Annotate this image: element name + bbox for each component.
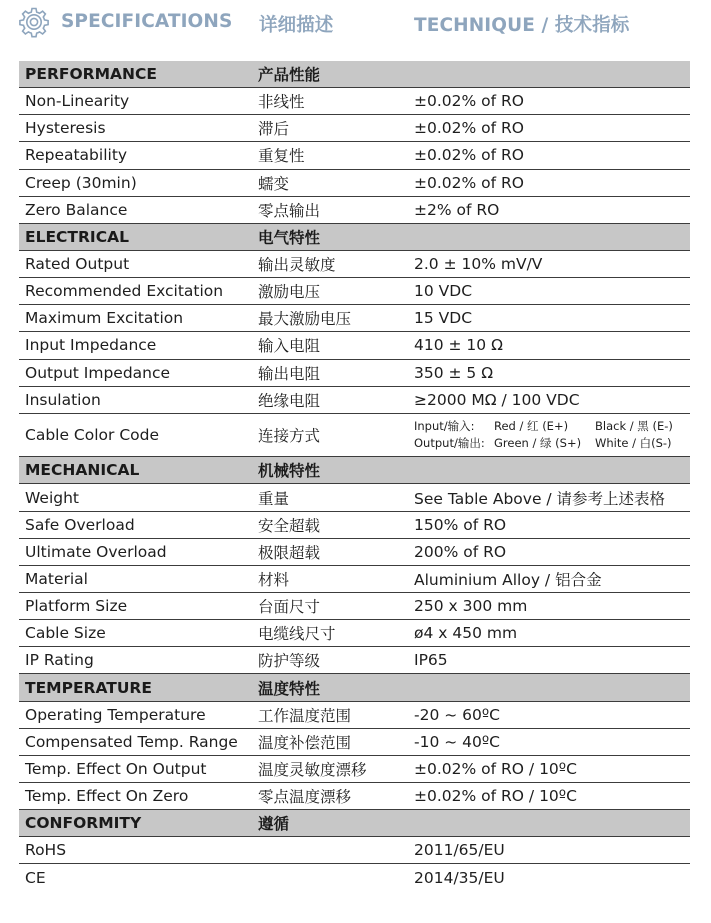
cable-input-negative: Black / 黑 (E-) — [595, 418, 673, 433]
spec-label: Zero Balance — [25, 200, 128, 219]
spec-label: Weight — [25, 488, 80, 507]
spec-label-cn: 电缆线尺寸 — [258, 625, 336, 644]
table-row — [19, 484, 690, 511]
cable-output-label: Output/输出: — [414, 435, 485, 450]
section-title: MECHANICAL — [25, 461, 140, 480]
spec-label: Repeatability — [25, 146, 128, 165]
spec-value: -20 ~ 60ºC — [414, 705, 501, 724]
section-header-performance — [19, 61, 690, 88]
cable-output-negative: White / 白(S-) — [595, 435, 672, 450]
spec-value: ±0.02% of RO — [414, 146, 524, 165]
table-row — [19, 360, 690, 387]
spec-label: Maximum Excitation — [25, 309, 184, 328]
page-header — [0, 0, 711, 50]
spec-value: ±0.02% of RO / 10ºC — [414, 787, 577, 806]
table-row — [19, 702, 690, 729]
header-title-technique: TECHNIQUE / 技术指标 — [414, 15, 630, 36]
table-row — [19, 864, 690, 891]
section-header-temperature — [19, 674, 690, 701]
spec-label-cn: 极限超载 — [258, 543, 321, 562]
spec-value: 10 VDC — [414, 282, 473, 301]
cable-output-positive: Green / 绿 (S+) — [494, 435, 582, 450]
spec-label: Hysteresis — [25, 119, 106, 138]
table-row-cable-color-code — [19, 414, 690, 458]
spec-label-cn: 防护等级 — [258, 652, 321, 671]
spec-label: Material — [25, 569, 88, 588]
spec-value: Aluminium Alloy / 铝合金 — [414, 570, 602, 589]
table-row — [19, 837, 690, 864]
spec-label-cn: 安全超载 — [258, 516, 321, 535]
spec-label-cn: 台面尺寸 — [258, 598, 321, 617]
spec-value: 2011/65/EU — [414, 841, 505, 860]
spec-value: 15 VDC — [414, 309, 473, 328]
spec-label-cn: 重量 — [258, 489, 290, 508]
spec-label-cn: 工作温度范围 — [258, 706, 352, 725]
spec-label: Temp. Effect On Zero — [25, 787, 189, 806]
cable-input-positive: Red / 红 (E+) — [494, 418, 569, 433]
spec-value: 150% of RO — [414, 515, 507, 534]
spec-label: Rated Output — [25, 255, 130, 274]
spec-label: Platform Size — [25, 597, 128, 616]
table-row — [19, 88, 690, 115]
section-title: CONFORMITY — [25, 814, 142, 833]
table-row — [19, 278, 690, 305]
spec-value: 2014/35/EU — [414, 869, 505, 887]
spec-value: ±0.02% of RO — [414, 119, 524, 138]
spec-value: 410 ± 10 Ω — [414, 336, 503, 355]
spec-label-cn: 零点温度漂移 — [258, 788, 352, 807]
table-row — [19, 647, 690, 674]
spec-label-cn: 非线性 — [258, 93, 305, 112]
table-row — [19, 756, 690, 783]
cable-input-label: Input/输入: — [414, 418, 475, 433]
spec-label: Non-Linearity — [25, 92, 130, 111]
spec-label-cn: 最大激励电压 — [258, 310, 352, 329]
table-row — [19, 620, 690, 647]
spec-label: Safe Overload — [25, 515, 135, 534]
spec-label: CE — [25, 869, 46, 887]
table-row — [19, 115, 690, 142]
spec-value: ±0.02% of RO — [414, 173, 524, 192]
section-title-cn: 遵循 — [258, 815, 290, 834]
spec-value: 350 ± 5 Ω — [414, 363, 494, 382]
spec-label: Input Impedance — [25, 336, 157, 355]
spec-label: RoHS — [25, 841, 67, 860]
table-row — [19, 332, 690, 359]
spec-label-cn: 温度补偿范围 — [258, 733, 352, 752]
section-title-cn: 产品性能 — [258, 66, 321, 85]
table-row — [19, 512, 690, 539]
table-row — [19, 197, 690, 224]
spec-value: IP65 — [414, 651, 448, 670]
spec-value: ±0.02% of RO / 10ºC — [414, 759, 577, 778]
table-row — [19, 593, 690, 620]
section-title-cn: 温度特性 — [258, 679, 321, 698]
section-title: PERFORMANCE — [25, 65, 157, 84]
spec-value: See Table Above / 请参考上述表格 — [414, 489, 666, 508]
spec-label-cn: 输出电阻 — [258, 364, 321, 383]
spec-value: 200% of RO — [414, 542, 507, 561]
spec-label: Compensated Temp. Range — [25, 732, 238, 751]
spec-label: Creep (30min) — [25, 173, 137, 192]
section-header-electrical — [19, 224, 690, 251]
table-row — [19, 729, 690, 756]
section-header-mechanical — [19, 457, 690, 484]
spec-label-cn: 重复性 — [258, 147, 305, 166]
spec-value: ≥2000 MΩ / 100 VDC — [414, 390, 580, 409]
table-row — [19, 142, 690, 169]
spec-label: Temp. Effect On Output — [25, 759, 207, 778]
section-title-cn: 机械特性 — [258, 462, 321, 481]
spec-label: Cable Size — [25, 624, 106, 643]
header-title-specifications: SPECIFICATIONS — [61, 11, 233, 32]
spec-value: -10 ~ 40ºC — [414, 732, 501, 751]
table-row — [19, 305, 690, 332]
spec-table — [19, 61, 690, 892]
spec-label-cn: 蠕变 — [258, 174, 290, 193]
spec-label-cn: 温度灵敏度漂移 — [258, 760, 367, 779]
spec-label: Output Impedance — [25, 363, 171, 382]
spec-label-cn: 滞后 — [258, 120, 290, 139]
spec-value: ±0.02% of RO — [414, 92, 524, 111]
spec-label-cn: 输入电阻 — [258, 337, 321, 356]
spec-value: ø4 x 450 mm — [414, 624, 518, 643]
gear-icon — [18, 6, 50, 38]
section-title: TEMPERATURE — [25, 678, 152, 697]
spec-value: ±2% of RO — [414, 200, 500, 219]
spec-label: Insulation — [25, 390, 101, 409]
spec-label-cn: 绝缘电阻 — [258, 391, 321, 410]
spec-label: Cable Color Code — [25, 426, 160, 445]
spec-label: Ultimate Overload — [25, 542, 167, 561]
table-row — [19, 251, 690, 278]
table-row — [19, 387, 690, 414]
spec-label: IP Rating — [25, 651, 94, 670]
section-header-conformity — [19, 810, 690, 837]
spec-value: 2.0 ± 10% mV/V — [414, 255, 543, 274]
spec-label-cn: 输出灵敏度 — [258, 256, 336, 275]
spec-label-cn: 激励电压 — [258, 283, 321, 302]
table-row — [19, 566, 690, 593]
spec-label-cn: 材料 — [258, 570, 290, 589]
table-row — [19, 539, 690, 566]
spec-label: Operating Temperature — [25, 705, 206, 724]
section-title: ELECTRICAL — [25, 227, 129, 246]
header-title-chinese: 详细描述 — [259, 15, 334, 36]
table-row — [19, 170, 690, 197]
spec-label: Recommended Excitation — [25, 282, 224, 301]
spec-value: 250 x 300 mm — [414, 597, 528, 616]
spec-label-cn: 零点输出 — [258, 201, 321, 220]
table-row — [19, 783, 690, 810]
spec-label-cn: 连接方式 — [258, 427, 321, 446]
section-title-cn: 电气特性 — [258, 228, 321, 247]
